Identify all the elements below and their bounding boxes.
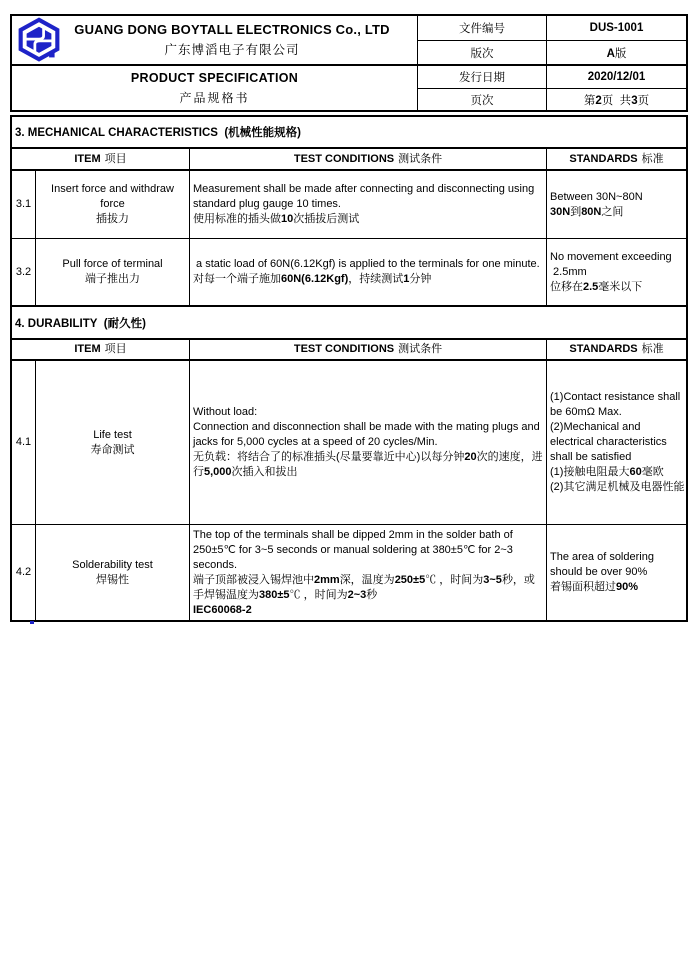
table-row-3-1 [12,171,686,239]
row-number: 4.2 [12,525,36,620]
stray-blue-mark [30,621,34,624]
company-name-block [61,22,417,58]
boytall-cube-logo-icon [17,17,61,63]
document-header [10,14,688,112]
standards-cell: No movement exceeding 2.5mm 位移在2.5毫米以下 [550,250,672,293]
item-cell: Life test 寿命测试 [36,361,190,524]
section-4-title: 4. DURABILITY (耐久性) [12,307,686,340]
item-cell: Insert force and withdraw force 插拔力 [36,171,190,238]
spec-table [10,115,688,622]
meta-value-revision: A版 [547,41,686,66]
column-header-standards-cn: 标准 [641,152,664,165]
product-title-cell [12,66,418,110]
conditions-cell: Without load: Connection and disconnection shall be made with the mating plugs and jacks for 5,000 cycles at a speed of 20 cycles/Min. 无负载：将结合了的标准插头(尽量要靠近中心)以每分钟20次的速度，进行5,000次插入和拔出 [190,361,547,524]
row-number: 3.2 [12,239,36,305]
column-header-item-cn: 项目 [104,343,127,355]
column-header-conditions [190,149,547,169]
item-cell: Solderability test 焊锡性 [36,525,190,620]
table-row-4-1 [12,361,686,525]
meta-value-issue-date: 2020/12/01 [547,66,686,89]
meta-value-page: 第2页 共3页 [583,94,650,107]
item-cell: Pull force of terminal 端子推出力 [36,239,190,305]
company-name-cn: 广东博滔电子有限公司 [164,43,300,57]
row-number: 4.1 [12,361,36,524]
standards-cell: Between 30N~80N 30N到80N之间 [550,190,643,218]
section-4-column-header [12,340,686,361]
column-header-standards [547,340,686,359]
company-name-en: GUANG DONG BOYTALL ELECTRONICS Co., LTD [74,22,390,37]
column-header-conditions-cn: 测试条件 [398,343,443,355]
column-header-standards-en: STANDARDS [569,152,638,165]
meta-label-doc-number: 文件编号 [418,16,547,41]
table-row-4-2 [12,525,686,620]
column-header-item [12,149,190,169]
conditions-cell: The top of the terminals shall be dipped 2mm in the solder bath of 250±5℃ for 3~5 seconds or manual soldering at 380±5℃ for 2~3 seconds. 端子顶部被浸入锡焊池中2mm深，温度为250±5℃ ，时间为3~5秒，或手焊锡温度为380±5℃ ，时间为2~3秒 IEC60068-2 [190,525,547,620]
column-header-conditions [190,340,547,359]
company-header-cell [12,16,418,66]
meta-label-issue-date: 发行日期 [418,66,547,89]
product-title-cn: 产品规格书 [179,90,250,105]
meta-label-revision: 版次 [418,41,547,66]
section-3-title: 3. MECHANICAL CHARACTERISTICS (机械性能规格) [12,117,686,149]
row-number: 3.1 [12,171,36,238]
column-header-standards [547,149,686,169]
section-3-column-header [12,149,686,171]
column-header-conditions-en: TEST CONDITIONS [293,343,395,355]
column-header-conditions-en: TEST CONDITIONS [293,152,395,165]
conditions-cell: Measurement shall be made after connecting and disconnecting using standard plug gauge 10 times. 使用标准的插头做10次插拔后测试 [190,171,547,238]
standards-cell: (1)Contact resistance shall be 60mΩ Max. (2)Mechanical and electrical characteristics shall be satisfied (1)接触电阻最大60毫欧 (2)其它满足机械及电器性能 [550,391,685,493]
meta-label-page: 页次 [418,89,547,110]
column-header-item-en: ITEM [74,152,101,165]
standards-cell: The area of soldering should be over 90% 着锡面积超过90% [550,551,654,593]
column-header-item [12,340,190,359]
column-header-item-en: ITEM [74,343,101,355]
meta-value-doc-number: DUS-1001 [547,16,686,41]
product-title-en: PRODUCT SPECIFICATION [130,70,299,85]
column-header-conditions-cn: 测试条件 [398,152,443,165]
column-header-standards-en: STANDARDS [569,343,638,355]
conditions-cell: a static load of 60N(6.12Kgf) is applied to the terminals for one minute. 对每一个端子施加60N(6.12Kgf)，持续测试1分钟 [190,239,547,305]
column-header-item-cn: 项目 [104,152,127,165]
table-row-3-2 [12,239,686,307]
column-header-standards-cn: 标准 [641,343,664,355]
